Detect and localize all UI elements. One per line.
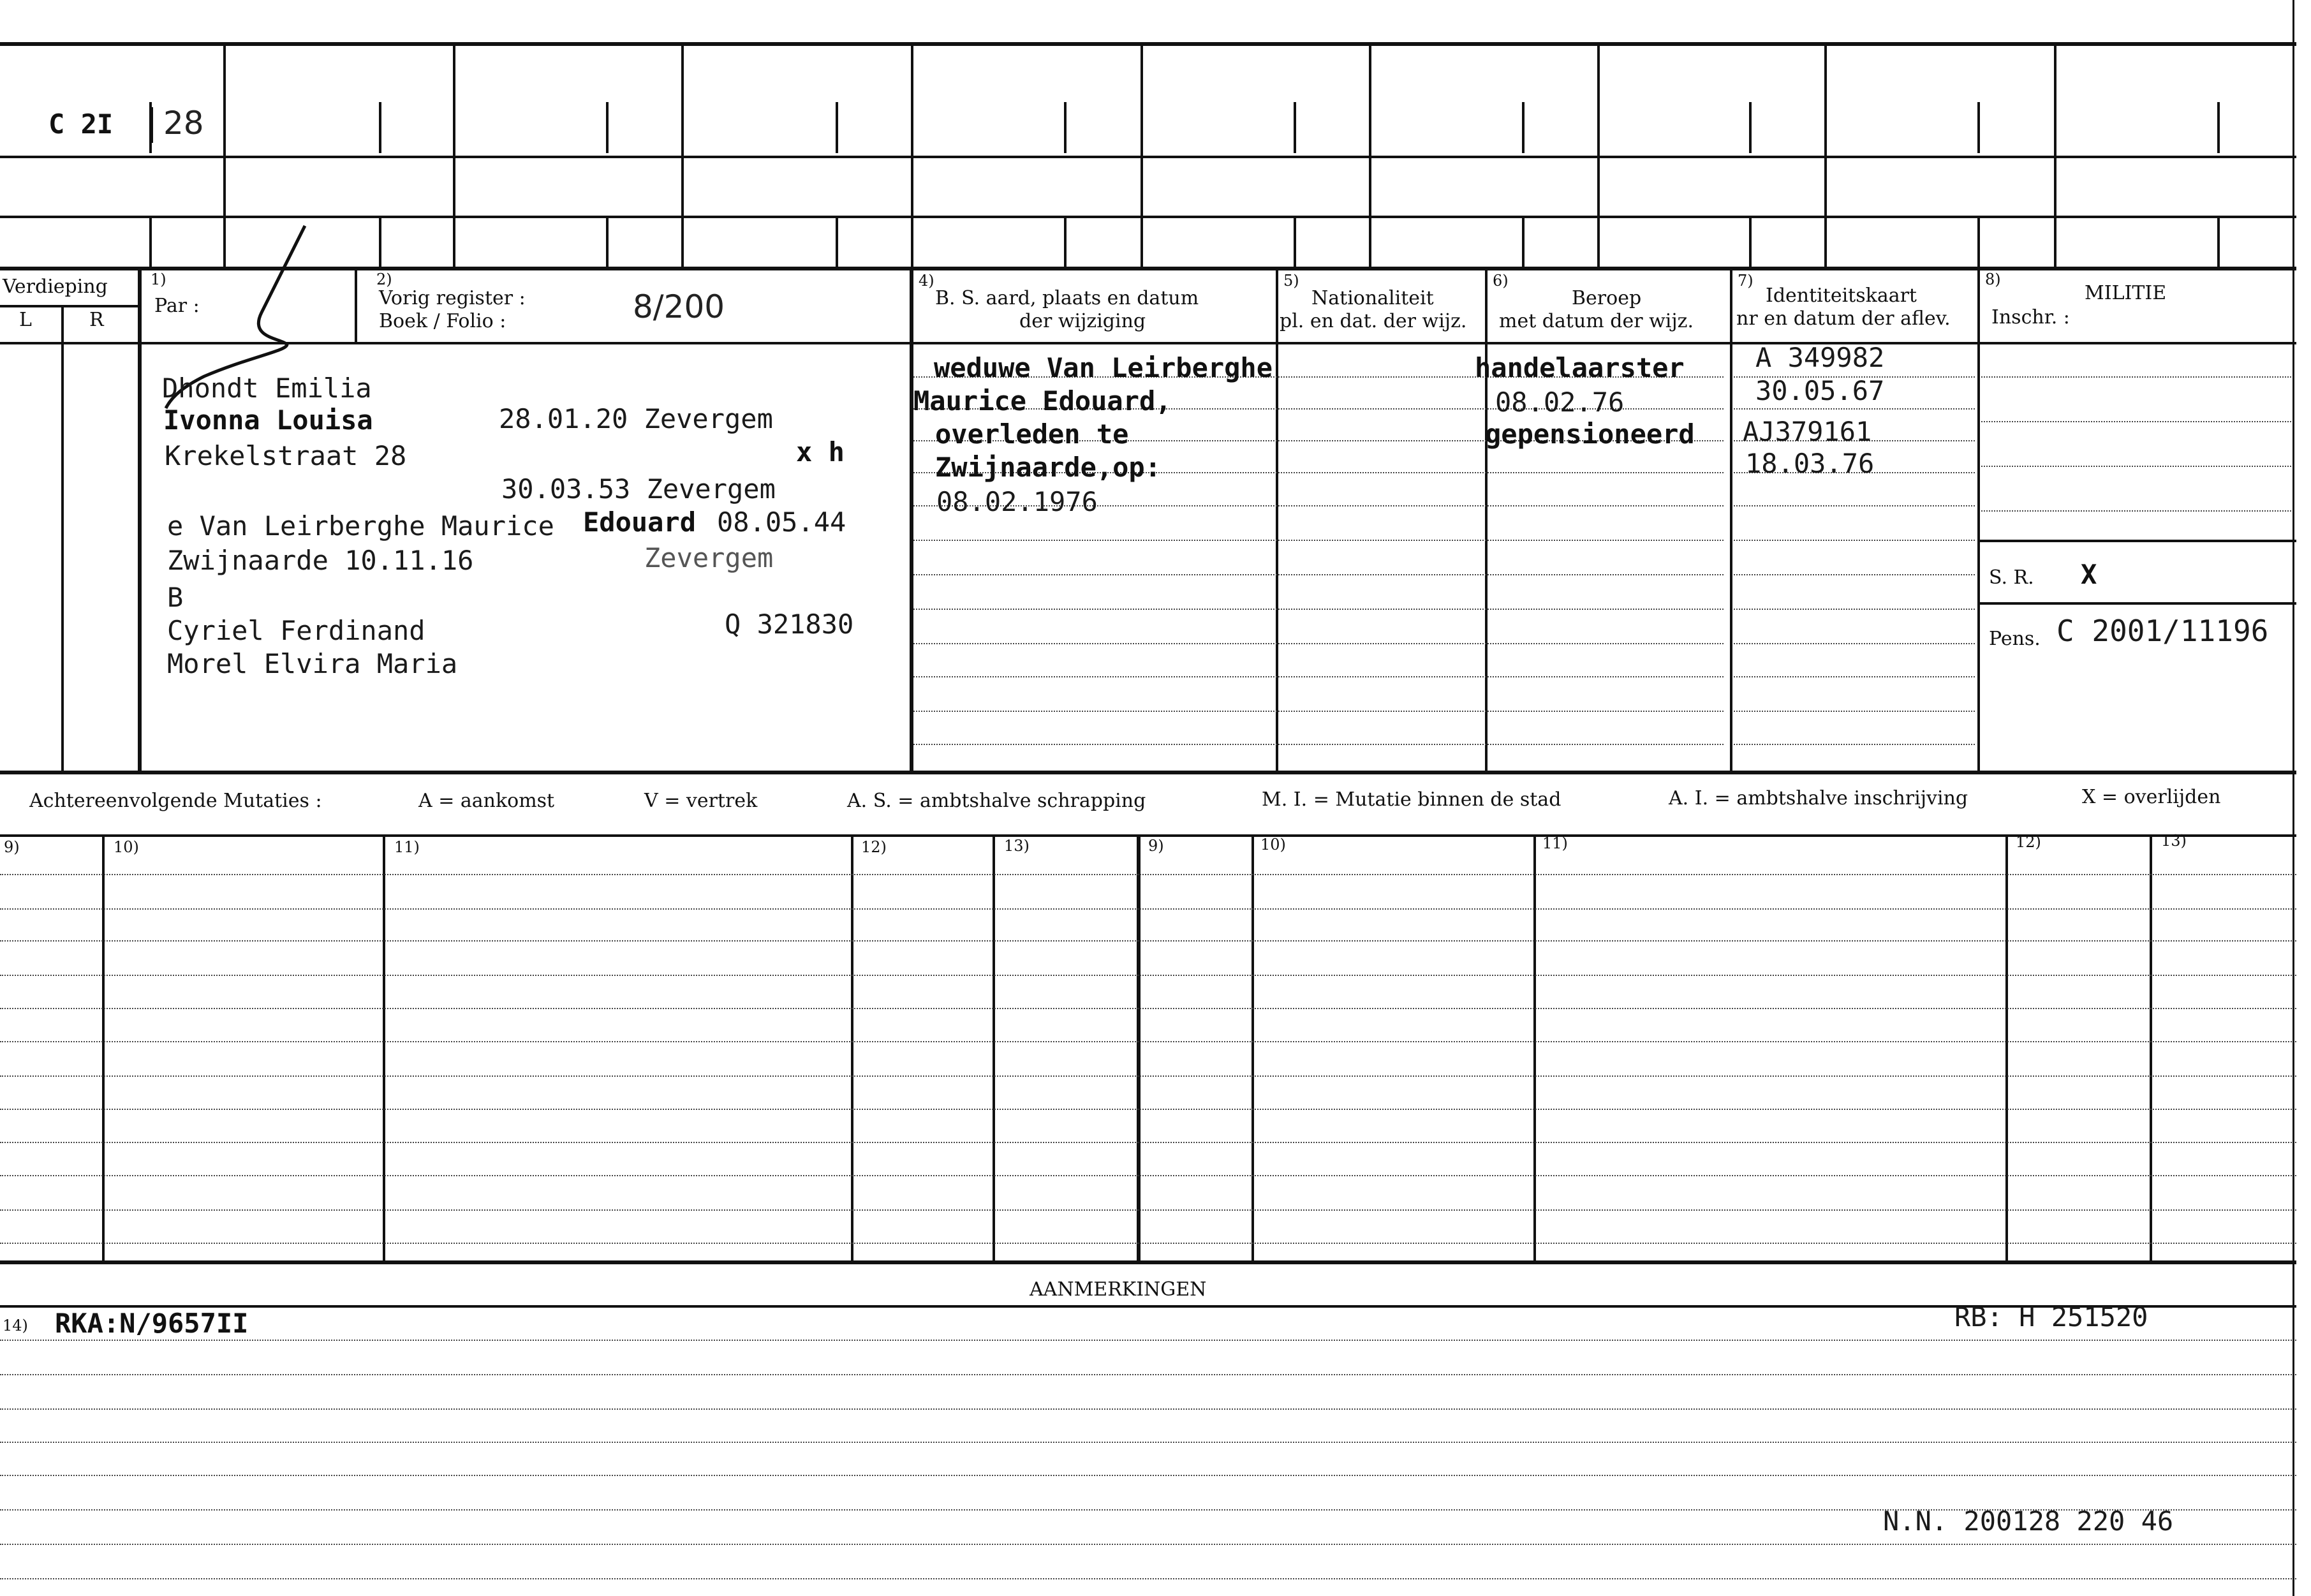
- verdieping-label: Verdieping: [3, 276, 108, 298]
- legend-a: A = aankomst: [418, 790, 555, 812]
- col5-number: 5): [1283, 272, 1299, 290]
- col4-number: 4): [919, 272, 934, 290]
- civil-line5: 08.02.1976: [936, 486, 1098, 517]
- grid-divider: [836, 102, 838, 153]
- civil-line3: overleden te: [935, 418, 1129, 450]
- grid-divider: [1064, 102, 1067, 153]
- person-line2-name: Ivonna Louisa: [163, 404, 373, 436]
- civil-line1: weduwe Van Leirberghe: [934, 352, 1273, 383]
- boek-folio-label: Boek / Folio :: [379, 310, 506, 332]
- col8-number: 8): [1985, 270, 2001, 288]
- mut-col-9: 9): [4, 838, 20, 856]
- r-label: R: [89, 309, 104, 331]
- occupation-line1: handelaarster: [1475, 352, 1685, 383]
- person-date2: 30.03.53 Zevergem: [501, 473, 776, 505]
- occupation-line3: gepensioneerd: [1485, 418, 1695, 450]
- beroep-header-line1: Beroep: [1572, 287, 1642, 309]
- grid-line: [0, 267, 2296, 270]
- grid-divider: [606, 102, 609, 153]
- militie-divider: [1977, 602, 2296, 605]
- id-header-line2: nr en datum der aflev.: [1736, 307, 1951, 330]
- boek-folio-value: 8/200: [633, 288, 725, 325]
- remarks-top: [0, 1260, 2296, 1264]
- col-divider: [1977, 268, 1980, 772]
- grid-line: [0, 216, 2296, 218]
- remarks-number: 14): [3, 1317, 28, 1334]
- card-number: 28: [163, 105, 204, 142]
- id-header-line1: Identiteitskaart: [1766, 284, 1917, 307]
- grid-divider: [606, 217, 609, 267]
- col2-number: 2): [376, 270, 392, 288]
- mut-col-12b: 12): [2016, 833, 2041, 851]
- grid-divider: [379, 217, 381, 267]
- remarks-title: AANMERKINGEN: [1030, 1278, 1207, 1301]
- verdieping-divider: [0, 305, 138, 307]
- bs-header-line1: B. S. aard, plaats en datum: [935, 287, 1199, 309]
- section-border: [0, 771, 2296, 774]
- col6-number: 6): [1493, 272, 1509, 290]
- grid-divider: [149, 217, 152, 267]
- id-card-line3: AJ379161: [1743, 416, 1872, 447]
- person-spouse-date: 08.05.44: [717, 506, 846, 538]
- mut-col-13: 13): [1004, 837, 1030, 855]
- mut-col-10: 10): [114, 838, 139, 856]
- grid-divider: [836, 217, 838, 267]
- remarks-rb: RB: H 251520: [1954, 1301, 2148, 1333]
- par-label: Par :: [154, 295, 200, 317]
- grid-divider: [1597, 45, 1600, 268]
- sr-label: S. R.: [1989, 566, 2034, 589]
- beroep-header-line2: met datum der wijz.: [1499, 310, 1694, 332]
- col7-number: 7): [1738, 272, 1754, 290]
- grid-divider: [1522, 102, 1525, 153]
- grid-divider: [1522, 217, 1525, 267]
- col-divider: [910, 268, 913, 772]
- vorig-register-label: Vorig register :: [379, 287, 526, 309]
- mut-col-10b: 10): [1260, 836, 1286, 853]
- grid-divider: [1977, 217, 1980, 267]
- grid-divider: [1294, 217, 1296, 267]
- col-divider: [1276, 268, 1278, 772]
- col-divider: [355, 268, 357, 342]
- id-card-line1: A 349982: [1755, 342, 1885, 373]
- grid-divider: [1749, 217, 1752, 267]
- legend-v: V = vertrek: [644, 790, 758, 812]
- person-father: Cyriel Ferdinand: [167, 615, 425, 646]
- nat-header-line1: Nationaliteit: [1311, 287, 1434, 309]
- bs-header-line2: der wijziging: [1019, 310, 1146, 332]
- grid-divider: [2217, 102, 2220, 153]
- grid-divider: [1141, 45, 1143, 268]
- civil-line4: Zwijnaarde,op:: [935, 452, 1162, 483]
- mut-col-12: 12): [861, 838, 887, 856]
- mut-col-11: 11): [394, 838, 420, 856]
- grid-divider: [1749, 102, 1752, 153]
- grid-divider: [911, 45, 913, 268]
- remarks-nn: N.N. 200128 220 46: [1883, 1505, 2174, 1537]
- col-divider: [1485, 268, 1488, 772]
- legend-title: Achtereenvolgende Mutaties :: [29, 790, 322, 812]
- legend-mi: M. I. = Mutatie binnen de stad: [1262, 788, 1562, 811]
- card-code: C 2I: [48, 108, 114, 140]
- person-address: Krekelstraat 28: [165, 440, 407, 471]
- id-card-line2: 30.05.67: [1755, 375, 1885, 406]
- person-birth: 28.01.20 Zevergem: [499, 403, 773, 434]
- mut-col-11b: 11): [1542, 834, 1568, 852]
- grid-divider: [453, 45, 455, 268]
- grid-divider: [1824, 45, 1827, 268]
- grid-divider: [379, 102, 381, 153]
- grid-divider: [1369, 45, 1371, 268]
- person-code-q: Q 321830: [725, 609, 854, 640]
- grid-line: [0, 156, 2296, 158]
- legend-as: A. S. = ambtshalve schrapping: [847, 790, 1146, 812]
- header-underline: [0, 342, 2296, 344]
- l-label: L: [19, 309, 32, 331]
- sr-mark: X: [2081, 559, 2097, 590]
- militie-divider: [1977, 540, 2296, 542]
- grid-divider: [2217, 217, 2220, 267]
- grid-divider: [2054, 45, 2056, 268]
- nat-header-line2: pl. en dat. der wijz.: [1280, 310, 1467, 332]
- id-card-line4: 18.03.76: [1745, 448, 1875, 479]
- pens-label: Pens.: [1989, 628, 2041, 650]
- col1-number: 1): [151, 270, 166, 288]
- inschr-label: Inschr. :: [1991, 306, 2070, 329]
- person-spouse-bold: Edouard: [583, 506, 697, 538]
- militie-label: MILITIE: [2085, 282, 2167, 304]
- person-mother: Morel Elvira Maria: [167, 648, 458, 679]
- grid-divider: [681, 45, 684, 268]
- remarks-rka: RKA:N/9657II: [55, 1308, 249, 1339]
- col-divider: [1730, 268, 1732, 772]
- person-spouse: e Van Leirberghe Maurice: [167, 510, 554, 542]
- grid-divider: [1294, 102, 1296, 153]
- col-divider: [138, 268, 142, 772]
- person-spouse-birth: Zwijnaarde 10.11.16: [167, 545, 474, 576]
- remarks-title-underline: [0, 1305, 2296, 1308]
- person-mark: x h: [796, 436, 845, 468]
- grid-divider: [1977, 102, 1980, 153]
- person-b: B: [167, 582, 184, 613]
- pens-value: C 2001/11196: [2056, 614, 2269, 648]
- person-spouse-place: Zevergem: [644, 542, 774, 573]
- civil-line2: Maurice Edouard,: [913, 385, 1172, 417]
- legend-x: X = overlijden: [2082, 786, 2221, 808]
- lr-divider: [61, 306, 64, 772]
- grid-divider: [1064, 217, 1067, 267]
- legend-ai: A. I. = ambtshalve inschrijving: [1669, 787, 1968, 809]
- mut-col-13b: 13): [2161, 832, 2187, 850]
- top-border: [0, 42, 2296, 46]
- occupation-line2: 08.02.76: [1495, 387, 1625, 418]
- person-line1: Dhondt Emilia: [162, 373, 372, 404]
- mut-col-9b: 9): [1148, 837, 1164, 855]
